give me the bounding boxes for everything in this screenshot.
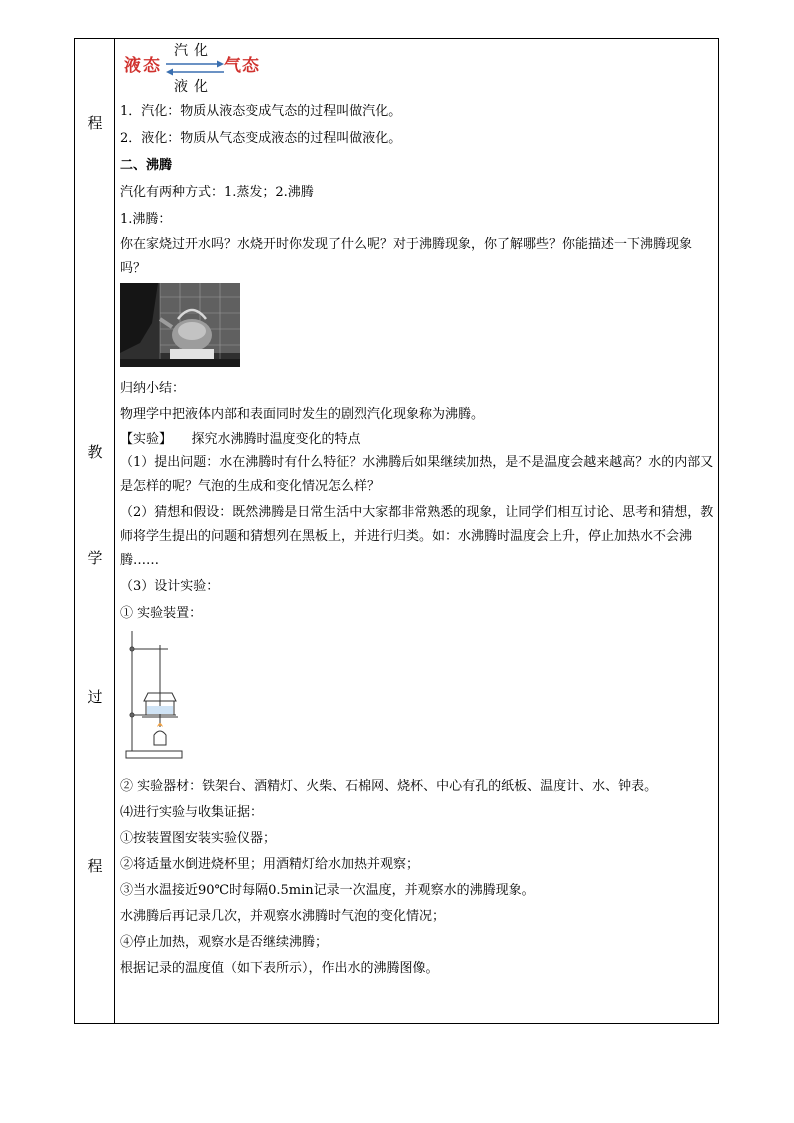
subheading-boiling: 1.沸腾： <box>120 212 172 227</box>
gas-label: 气态 <box>224 56 260 76</box>
boiling-definition: 物理学中把液体内部和表面同时发生的剧烈汽化现象称为沸腾。 <box>120 407 485 422</box>
lesson-content <box>120 40 714 980</box>
phase-change-diagram <box>120 40 360 98</box>
step-hypothesis: （2）猜想和假设：既然沸腾是日常生活中大家都非常熟悉的现象，让同学们相互讨论、思考和猜想，教师将学生提出的问题和猜想列在黑板上，并进行归类。如：水沸腾时温度会上升，停止加热水不会沸腾…… <box>120 505 714 568</box>
side-label-1: 程 <box>87 114 103 132</box>
liquefaction-label: 液化 <box>174 79 214 95</box>
section-heading-boiling: 二、沸腾 <box>120 158 173 173</box>
vaporization-methods: 汽化有两种方式：1.蒸发；2.沸腾 <box>120 185 314 200</box>
procedure-step-4: ④停止加热，观察水是否继续沸腾； <box>120 935 329 950</box>
apparatus-label: ① 实验装置： <box>120 606 203 621</box>
procedure-step-3: ③当水温接近90℃时每隔0.5min记录一次温度，并观察水的沸腾现象。 <box>120 883 535 898</box>
side-label-2: 教 <box>87 443 103 461</box>
boiling-apparatus-diagram <box>124 627 186 763</box>
step-conduct-experiment: ⑷进行实验与收集证据： <box>120 805 264 820</box>
boiling-question: 你在家烧过开水吗？水烧开时你发现了什么呢？对于沸腾现象，你了解哪些？你能描述一下沸腾现象吗？ <box>120 237 693 276</box>
step-ask-question: （1）提出问题：水在沸腾时有什么特征？水沸腾后如果继续加热，是不是温度会越来越高？水的内部又是怎样的呢？气泡的生成和变化情况怎么样？ <box>120 455 714 494</box>
vaporization-label: 汽化 <box>174 43 214 59</box>
liquid-label: 液态 <box>124 56 162 76</box>
step-design-experiment: （3）设计实验： <box>120 579 220 594</box>
summary-label: 归纳小结： <box>120 381 186 396</box>
procedure-step-1: ①按装置图安装实验仪器； <box>120 831 277 846</box>
equipment-list: ② 实验器材：铁架台、酒精灯、火柴、石棉网、烧杯、中心有孔的纸板、温度计、水、钟表。 <box>120 779 658 794</box>
side-label-3: 学 <box>87 549 103 567</box>
column-divider <box>114 38 115 1024</box>
side-label-4: 过 <box>87 688 103 706</box>
definition-vaporization: 1．汽化：物质从液态变成气态的过程叫做汽化。 <box>120 104 402 119</box>
graph-instruction: 根据记录的温度值（如下表所示），作出水的沸腾图像。 <box>120 961 439 976</box>
side-label-5: 程 <box>87 857 103 875</box>
procedure-step-3-continued: 水沸腾后再记录几次，并观察水沸腾时气泡的变化情况； <box>120 909 446 924</box>
definition-liquefaction: 2．液化：物质从气态变成液态的过程叫做液化。 <box>120 131 402 146</box>
experiment-title: 【实验】 探究水沸腾时温度变化的特点 <box>120 432 361 447</box>
kettle-photo <box>120 283 240 367</box>
procedure-step-2: ②将适量水倒进烧杯里；用酒精灯给水加热并观察； <box>120 857 420 872</box>
